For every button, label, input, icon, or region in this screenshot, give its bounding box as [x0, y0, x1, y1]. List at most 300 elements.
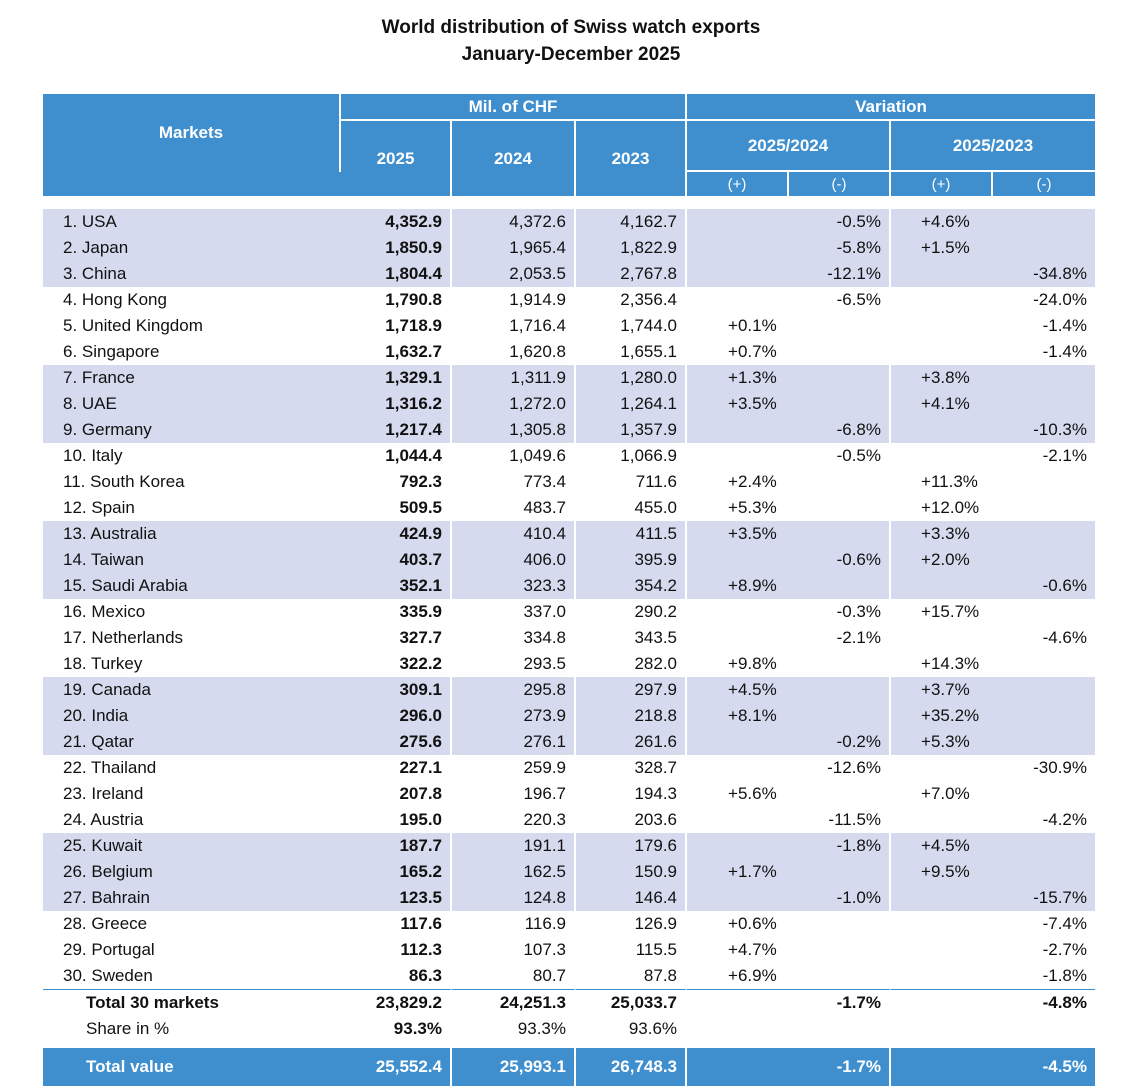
- cell-v2025: 1,329.1: [341, 365, 452, 391]
- cell-v2024: 191.1: [452, 833, 576, 859]
- header-mil-chf: Mil. of CHF: [341, 94, 687, 121]
- table-row: [43, 209, 1095, 235]
- total-value-v2023: 26,748.3: [576, 1048, 687, 1086]
- cell-v2023: 218.8: [576, 703, 687, 729]
- cell-m23: -0.6%: [993, 573, 1095, 599]
- header-minus-2024: (-): [789, 172, 891, 196]
- cell-v2025: 112.3: [341, 937, 452, 963]
- table-row: [43, 651, 1095, 677]
- cell-m24: [789, 911, 891, 937]
- cell-v2023: 150.9: [576, 859, 687, 885]
- cell-name: 15. Saudi Arabia: [43, 573, 341, 599]
- cell-v2025: 1,217.4: [341, 417, 452, 443]
- header-2024: 2024: [452, 121, 576, 196]
- cell-v2024: 196.7: [452, 781, 576, 807]
- cell-v2023: 1,357.9: [576, 417, 687, 443]
- cell-p23: +5.3%: [891, 729, 993, 755]
- cell-m24: [789, 677, 891, 703]
- cell-m24: [789, 781, 891, 807]
- cell-p23: [891, 807, 993, 833]
- cell-m23: [993, 521, 1095, 547]
- table-row: [43, 469, 1095, 495]
- cell-p24: +6.9%: [728, 966, 777, 985]
- cell-p23: +4.6%: [891, 209, 993, 235]
- cell-v2024: 276.1: [452, 729, 576, 755]
- cell-m24: -0.6%: [789, 547, 891, 573]
- cell-p23: [891, 287, 993, 313]
- cell-m23: -4.2%: [1042, 810, 1088, 829]
- cell-p23: +4.5%: [891, 833, 993, 859]
- cell-v2024: 116.9: [452, 911, 576, 937]
- cell-p24: +0.6%: [728, 914, 777, 933]
- cell-v2024: 1,311.9: [452, 365, 576, 391]
- cell-v2024: 1,716.4: [452, 313, 576, 339]
- total-value-m24: -1.7%: [789, 1048, 891, 1086]
- cell-m24: [789, 859, 891, 885]
- cell-name: 23. Ireland: [63, 784, 144, 803]
- header-2023: 2023: [576, 121, 687, 196]
- total30-v2024: 24,251.3: [452, 989, 576, 1016]
- table-row: [43, 625, 1095, 651]
- cell-m23: -34.8%: [993, 261, 1095, 287]
- cell-v2024: 1,305.8: [452, 417, 576, 443]
- cell-p24: +2.4%: [728, 472, 777, 491]
- cell-m23: [993, 833, 1095, 859]
- cell-name: 28. Greece: [63, 914, 148, 933]
- cell-p24: [687, 755, 789, 781]
- header-plus-2024: (+): [687, 172, 789, 196]
- cell-m23: -1.8%: [1042, 966, 1088, 985]
- cell-m23: [993, 235, 1095, 261]
- cell-name: 7. France: [43, 365, 341, 391]
- cell-v2025: 1,718.9: [341, 313, 452, 339]
- total-value-v2025: 25,552.4: [341, 1048, 452, 1086]
- cell-v2024: 334.8: [452, 625, 576, 651]
- cell-p24: +8.1%: [687, 703, 789, 729]
- cell-name: 18. Turkey: [63, 654, 143, 673]
- cell-v2023: 1,066.9: [576, 443, 687, 469]
- cell-p24: [687, 625, 789, 651]
- cell-v2023: 290.2: [576, 599, 687, 625]
- cell-v2025: 327.7: [341, 625, 452, 651]
- cell-m24: -12.6%: [789, 755, 891, 781]
- cell-p23: +12.0%: [921, 498, 980, 517]
- cell-m24: [789, 339, 891, 365]
- cell-p24: [687, 235, 789, 261]
- cell-v2023: 126.9: [576, 911, 687, 937]
- cell-v2024: 1,965.4: [452, 235, 576, 261]
- cell-m23: -4.6%: [1042, 628, 1088, 647]
- table-row: [43, 781, 1095, 807]
- cell-m23: [993, 495, 1095, 521]
- cell-v2023: 2,356.4: [576, 287, 687, 313]
- cell-m23: -1.4%: [1042, 342, 1088, 361]
- cell-v2023: 1,280.0: [576, 365, 687, 391]
- cell-p23: [891, 625, 993, 651]
- cell-m23: [993, 547, 1095, 573]
- cell-v2023: 203.6: [576, 807, 687, 833]
- cell-p23: +11.3%: [921, 472, 978, 491]
- cell-p24: [687, 287, 789, 313]
- table-row: [43, 963, 1095, 989]
- cell-v2024: 1,272.0: [452, 391, 576, 417]
- cell-v2023: 328.7: [576, 755, 687, 781]
- cell-m23: -1.4%: [1042, 316, 1088, 335]
- cell-v2025: 1,804.4: [341, 261, 452, 287]
- header-plus-2023: (+): [891, 172, 993, 196]
- cell-m23: [993, 677, 1095, 703]
- cell-v2023: 2,767.8: [576, 261, 687, 287]
- cell-v2025: 1,790.8: [341, 287, 452, 313]
- cell-name: 6. Singapore: [63, 342, 160, 361]
- table-row: [43, 703, 1095, 729]
- cell-p23: [891, 885, 993, 911]
- cell-p23: [891, 755, 993, 781]
- header-minus-2023: (-): [993, 172, 1095, 196]
- cell-p23: +9.5%: [891, 859, 993, 885]
- cell-p23: [891, 573, 993, 599]
- share-v2025: 93.3%: [341, 1016, 452, 1042]
- cell-m23: [993, 469, 1095, 495]
- cell-p23: +2.0%: [891, 547, 993, 573]
- cell-p23: [891, 911, 993, 937]
- cell-v2025: 1,044.4: [341, 443, 452, 469]
- cell-p24: [687, 443, 789, 469]
- cell-m24: [789, 573, 891, 599]
- cell-name: 11. South Korea: [63, 472, 185, 491]
- cell-m24: [789, 365, 891, 391]
- cell-name: 17. Netherlands: [63, 628, 184, 647]
- cell-p24: +8.9%: [687, 573, 789, 599]
- table-row: [43, 391, 1095, 417]
- cell-m23: [993, 209, 1095, 235]
- cell-m24: [789, 469, 891, 495]
- cell-p23: +3.7%: [891, 677, 993, 703]
- table-row: [43, 599, 1095, 625]
- total30-m23: -4.8%: [993, 989, 1095, 1016]
- cell-p23: +15.7%: [921, 602, 980, 621]
- cell-name: 12. Spain: [63, 498, 135, 517]
- table-row: [43, 261, 1095, 287]
- table-row: [43, 235, 1095, 261]
- cell-m24: [789, 391, 891, 417]
- cell-m24: -2.1%: [789, 625, 891, 651]
- cell-name: 10. Italy: [63, 446, 123, 465]
- cell-v2024: 220.3: [452, 807, 576, 833]
- cell-p23: [891, 937, 993, 963]
- cell-v2024: 1,620.8: [452, 339, 576, 365]
- cell-p24: +1.7%: [687, 859, 789, 885]
- table-title: World distribution of Swiss watch exports: [381, 17, 761, 38]
- cell-name: 13. Australia: [43, 521, 341, 547]
- total30-m24: -1.7%: [789, 989, 891, 1016]
- cell-m23: [993, 781, 1095, 807]
- table-row: [43, 677, 1095, 703]
- cell-p24: +4.5%: [687, 677, 789, 703]
- cell-m23: [993, 365, 1095, 391]
- cell-v2025: 1,316.2: [341, 391, 452, 417]
- cell-v2025: 275.6: [341, 729, 452, 755]
- cell-m23: -30.9%: [1033, 758, 1088, 777]
- cell-m23: [993, 651, 1095, 677]
- cell-name: 27. Bahrain: [43, 885, 341, 911]
- cell-m23: [993, 729, 1095, 755]
- total-30-row: [43, 989, 1095, 1016]
- cell-name: 8. UAE: [43, 391, 341, 417]
- table-row: [43, 443, 1095, 469]
- cell-p24: [687, 885, 789, 911]
- cell-p24: +5.6%: [728, 784, 777, 803]
- cell-v2023: 343.5: [576, 625, 687, 651]
- table-row: [43, 521, 1095, 547]
- cell-name: 30. Sweden: [63, 966, 153, 985]
- cell-p23: +3.8%: [891, 365, 993, 391]
- cell-p24: [687, 261, 789, 287]
- cell-m24: -0.3%: [789, 599, 891, 625]
- cell-p23: [891, 261, 993, 287]
- cell-p24: +0.1%: [728, 316, 777, 335]
- cell-p23: +7.0%: [921, 784, 970, 803]
- total-value-name: Total value: [43, 1048, 341, 1086]
- cell-p24: +1.3%: [687, 365, 789, 391]
- cell-m24: -5.8%: [789, 235, 891, 261]
- cell-p23: +1.5%: [891, 235, 993, 261]
- cell-v2025: 165.2: [341, 859, 452, 885]
- cell-v2023: 354.2: [576, 573, 687, 599]
- cell-m23: -15.7%: [993, 885, 1095, 911]
- cell-v2025: 86.3: [341, 963, 452, 989]
- cell-v2023: 1,264.1: [576, 391, 687, 417]
- cell-v2025: 352.1: [341, 573, 452, 599]
- cell-m24: -12.1%: [789, 261, 891, 287]
- cell-p24: [687, 807, 789, 833]
- cell-v2025: 207.8: [341, 781, 452, 807]
- cell-p24: +5.3%: [728, 498, 777, 517]
- cell-p24: [687, 417, 789, 443]
- total30-name: Total 30 markets: [43, 989, 341, 1016]
- cell-v2025: 335.9: [341, 599, 452, 625]
- cell-m23: [993, 859, 1095, 885]
- cell-m23: [993, 391, 1095, 417]
- cell-v2024: 410.4: [452, 521, 576, 547]
- cell-v2025: 509.5: [341, 495, 452, 521]
- cell-v2024: 2,053.5: [452, 261, 576, 287]
- cell-m23: -2.1%: [1042, 446, 1088, 465]
- table-row: [43, 755, 1095, 781]
- cell-v2025: 792.3: [341, 469, 452, 495]
- table-row: [43, 287, 1095, 313]
- cell-v2025: 117.6: [341, 911, 452, 937]
- cell-p23: +3.3%: [891, 521, 993, 547]
- cell-v2024: 4,372.6: [452, 209, 576, 235]
- cell-v2024: 162.5: [452, 859, 576, 885]
- cell-p24: +9.8%: [728, 654, 777, 673]
- cell-v2024: 107.3: [452, 937, 576, 963]
- cell-name: 20. India: [43, 703, 341, 729]
- cell-v2025: 4,352.9: [341, 209, 452, 235]
- cell-name: 9. Germany: [43, 417, 341, 443]
- header-2025: 2025: [341, 121, 452, 196]
- cell-m23: -7.4%: [1042, 914, 1088, 933]
- cell-p23: [891, 417, 993, 443]
- cell-m24: [789, 495, 891, 521]
- cell-name: 21. Qatar: [43, 729, 341, 755]
- cell-v2023: 395.9: [576, 547, 687, 573]
- cell-v2024: 337.0: [452, 599, 576, 625]
- cell-v2024: 406.0: [452, 547, 576, 573]
- share-v2024: 93.3%: [452, 1016, 576, 1042]
- cell-v2025: 123.5: [341, 885, 452, 911]
- cell-m23: -2.7%: [1042, 940, 1088, 959]
- table-row: [43, 911, 1095, 937]
- total-value-m23: -4.5%: [993, 1048, 1095, 1086]
- cell-m24: -0.5%: [789, 443, 891, 469]
- cell-name: 5. United Kingdom: [63, 316, 203, 335]
- table-row: [43, 365, 1095, 391]
- cell-m24: -1.0%: [789, 885, 891, 911]
- cell-p23: +4.1%: [891, 391, 993, 417]
- cell-p24: +0.7%: [728, 342, 777, 361]
- cell-m24: [789, 313, 891, 339]
- cell-name: 24. Austria: [63, 810, 144, 829]
- table-row: [43, 885, 1095, 911]
- cell-v2025: 195.0: [341, 807, 452, 833]
- cell-v2024: 1,914.9: [452, 287, 576, 313]
- cell-name: 26. Belgium: [43, 859, 341, 885]
- cell-name: 14. Taiwan: [43, 547, 341, 573]
- table-row: [43, 313, 1095, 339]
- cell-v2023: 1,655.1: [576, 339, 687, 365]
- cell-p23: [891, 339, 993, 365]
- table-row: [43, 417, 1095, 443]
- cell-v2025: 309.1: [341, 677, 452, 703]
- header-var-2025-2024: 2025/2024: [687, 121, 891, 172]
- cell-v2023: 1,822.9: [576, 235, 687, 261]
- cell-m24: [789, 703, 891, 729]
- table-row: [43, 807, 1095, 833]
- table-row: [43, 547, 1095, 573]
- cell-v2025: 187.7: [341, 833, 452, 859]
- cell-name: 29. Portugal: [63, 940, 155, 959]
- cell-name: 16. Mexico: [63, 602, 146, 621]
- cell-v2025: 1,850.9: [341, 235, 452, 261]
- cell-v2024: 295.8: [452, 677, 576, 703]
- cell-m24: -0.5%: [789, 209, 891, 235]
- cell-p23: [891, 313, 993, 339]
- cell-m23: [993, 703, 1095, 729]
- cell-name: 22. Thailand: [63, 758, 157, 777]
- cell-p24: +3.5%: [687, 521, 789, 547]
- cell-m24: -6.8%: [789, 417, 891, 443]
- cell-name: 3. China: [43, 261, 341, 287]
- cell-v2025: 322.2: [341, 651, 452, 677]
- cell-m24: -1.8%: [789, 833, 891, 859]
- cell-v2023: 87.8: [576, 963, 687, 989]
- exports-table: [43, 94, 1095, 1086]
- total30-v2025: 23,829.2: [341, 989, 452, 1016]
- cell-v2025: 227.1: [341, 755, 452, 781]
- share-name: Share in %: [86, 1019, 170, 1038]
- cell-v2024: 124.8: [452, 885, 576, 911]
- total-value-v2024: 25,993.1: [452, 1048, 576, 1086]
- cell-v2023: 282.0: [576, 651, 687, 677]
- cell-p24: [687, 547, 789, 573]
- cell-v2023: 411.5: [576, 521, 687, 547]
- table-row: [43, 573, 1095, 599]
- cell-v2024: 323.3: [452, 573, 576, 599]
- cell-p24: [687, 833, 789, 859]
- table-row: [43, 339, 1095, 365]
- header-var-2025-2023: 2025/2023: [891, 121, 1095, 172]
- cell-m24: -6.5%: [789, 287, 891, 313]
- cell-m24: -11.5%: [789, 807, 891, 833]
- cell-m23: -10.3%: [993, 417, 1095, 443]
- cell-v2025: 296.0: [341, 703, 452, 729]
- cell-v2024: 273.9: [452, 703, 576, 729]
- cell-p24: [687, 729, 789, 755]
- cell-v2024: 259.9: [452, 755, 576, 781]
- cell-v2024: 293.5: [452, 651, 576, 677]
- total-value-row: [43, 1048, 1095, 1086]
- cell-m24: -0.2%: [789, 729, 891, 755]
- cell-v2024: 773.4: [452, 469, 576, 495]
- table-row: [43, 833, 1095, 859]
- cell-v2024: 1,049.6: [452, 443, 576, 469]
- cell-name: 4. Hong Kong: [63, 290, 167, 309]
- cell-v2025: 1,632.7: [341, 339, 452, 365]
- table-row: [43, 937, 1095, 963]
- cell-name: 2. Japan: [43, 235, 341, 261]
- cell-v2024: 80.7: [452, 963, 576, 989]
- cell-v2023: 1,744.0: [576, 313, 687, 339]
- total30-v2023: 25,033.7: [576, 989, 687, 1016]
- cell-m24: [789, 651, 891, 677]
- cell-p23: +35.2%: [891, 703, 993, 729]
- cell-p24: +4.7%: [728, 940, 777, 959]
- header-markets: Markets: [43, 94, 341, 172]
- cell-v2023: 4,162.7: [576, 209, 687, 235]
- cell-v2023: 115.5: [576, 937, 687, 963]
- cell-v2023: 455.0: [576, 495, 687, 521]
- cell-v2023: 146.4: [576, 885, 687, 911]
- cell-m24: [789, 521, 891, 547]
- cell-v2025: 403.7: [341, 547, 452, 573]
- cell-name: 25. Kuwait: [43, 833, 341, 859]
- cell-m24: [789, 963, 891, 989]
- cell-v2023: 711.6: [576, 469, 687, 495]
- cell-v2023: 297.9: [576, 677, 687, 703]
- cell-m23: -24.0%: [1033, 290, 1088, 309]
- cell-name: 1. USA: [43, 209, 341, 235]
- cell-p23: [891, 963, 993, 989]
- cell-m23: [993, 599, 1095, 625]
- table-row: [43, 859, 1095, 885]
- table-row: [43, 495, 1095, 521]
- table-row: [43, 729, 1095, 755]
- share-v2023: 93.6%: [576, 1016, 687, 1042]
- table-subtitle: January-December 2025: [461, 44, 681, 65]
- cell-v2023: 261.6: [576, 729, 687, 755]
- cell-v2023: 179.6: [576, 833, 687, 859]
- header-variation: Variation: [687, 94, 1095, 121]
- cell-p23: +14.3%: [921, 654, 980, 673]
- cell-m24: [789, 937, 891, 963]
- share-row: [43, 1016, 1095, 1042]
- cell-v2025: 424.9: [341, 521, 452, 547]
- cell-v2024: 483.7: [452, 495, 576, 521]
- cell-p23: [891, 443, 993, 469]
- cell-name: 19. Canada: [43, 677, 341, 703]
